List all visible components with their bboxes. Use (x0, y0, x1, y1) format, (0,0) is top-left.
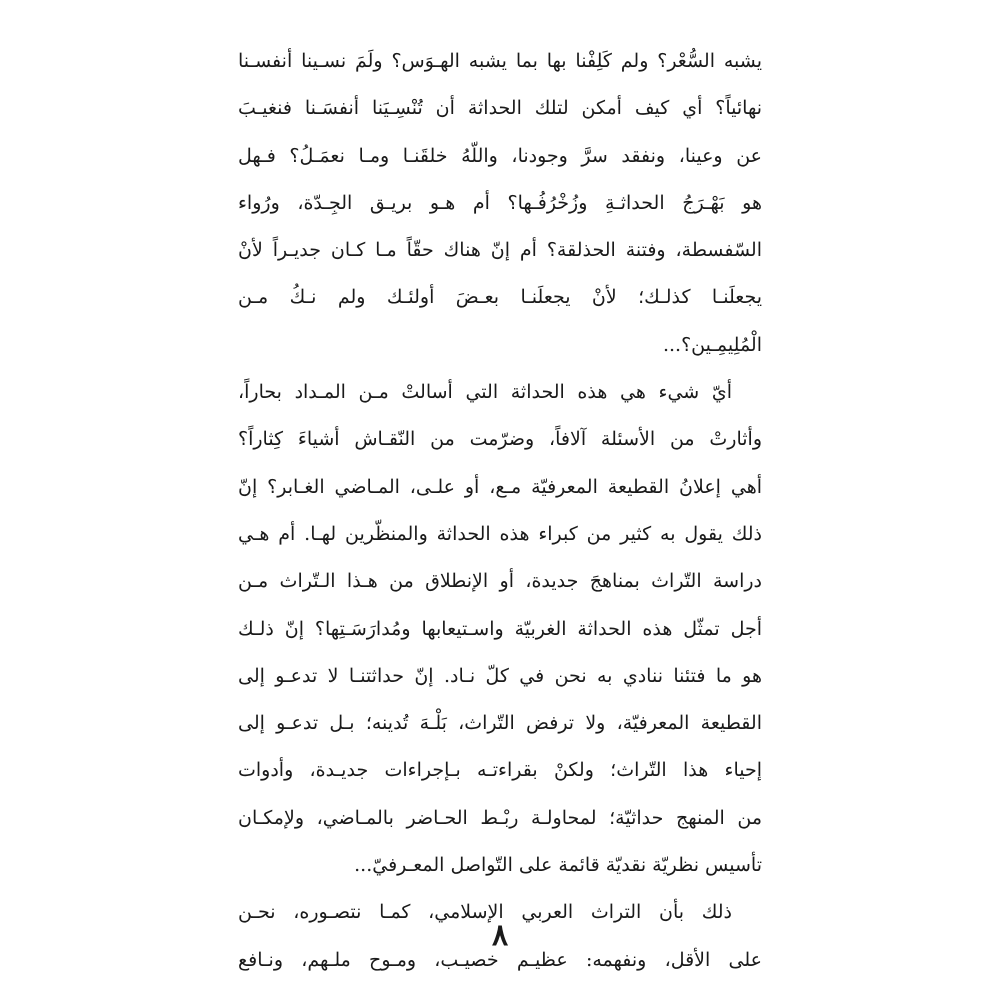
text-line: ذلك يقول به كثير من كبراء هذه الحداثة والمنظّرين لهـا. أم هـي (238, 522, 762, 545)
text-line: هو بَهْـرَجُ الحداثـةِ وزُخْرُفُـها؟ أم هـو بريـق الجِـدّة، ورُواء (238, 191, 762, 214)
text-line: تأسيس نظريّة نقديّة قائمة على التّواصل المعـرفيّ... (354, 854, 762, 877)
text-line: السّفسطة، وفتنة الحذلقة؟ أم إنّ هناك حقّاً مـا كـان جديـراً لأنْ (238, 239, 762, 262)
text-line: من المنهج حداثيّة؛ لمحاولـة ربْـط الحـاضر بالمـاضي، ولإمكـان (238, 806, 762, 829)
body-text (238, 38, 762, 984)
text-line: وأثارتْ من الأسئلة آلافاً، وضرّمت من النّقـاش أشياءَ كِثاراً؟ (238, 428, 762, 451)
text-line: نهائياً؟ أي كيف أمكن لتلك الحداثة أن تُنْسِـيَنا أنفسَـنا فنغيـبَ (238, 97, 762, 120)
text-line: يجعلَنـا كذلـك؛ لأنْ يجعلَنـا بعـضَ أولئـك ولم نـكُ مـن (238, 286, 762, 309)
text-line: هو ما فتئنا ننادي به نحن في كلّ نـاد. إنّ حداثتنـا لا تدعـو إلى (238, 664, 762, 687)
page-number: ٨ (491, 918, 509, 953)
text-line: الْمُلِيمِـين؟... (662, 333, 762, 356)
text-line: عن وعينا، ونفقد سرَّ وجودنا، واللّهُ خلقَنـا ومـا نعمَـلُ؟ فـهل (238, 144, 762, 167)
text-line: إحياء هذا التّراث؛ ولكنْ بقراءتـه بـإجراءات جديـدة، وأدوات (238, 759, 762, 782)
text-line: أجل تمثّل هذه الحداثة الغربيّة واسـتيعابها ومُدارَسَـتِها؟ إنّ ذلـك (238, 617, 762, 640)
text-line: القطيعة المعرفيّة، ولا ترفض التّراث، بَلْـهَ تُدينه؛ بـل تدعـو إلى (238, 712, 762, 735)
text-line: أيّ شيء هي هذه الحداثة التي أسالتْ مـن المـداد بحاراً، (238, 381, 732, 404)
text-line: أهي إعلانُ القطيعة المعرفيّة مـع، أو علـى، المـاضي الغـابر؟ إنّ (238, 475, 762, 498)
text-line: دراسة التّراث بمناهجَ جديدة، أو الإنطلاق من هـذا الـتّراث مـن (238, 570, 762, 593)
text-line: على الأقل، ونفهمه: عظيـم خصيـب، ومـوح ملـهم، ونـافع (238, 948, 762, 971)
text-line: يشبه السُّعْر؟ ولم كَلِفْنا بها بما يشبه الهـوَس؟ ولَمَ نسـينا أنفسـنا (238, 50, 762, 72)
text-line: ذلك بأن التراث العربي الإسلامي، كمـا نتصـوره، نحـن (238, 901, 732, 924)
